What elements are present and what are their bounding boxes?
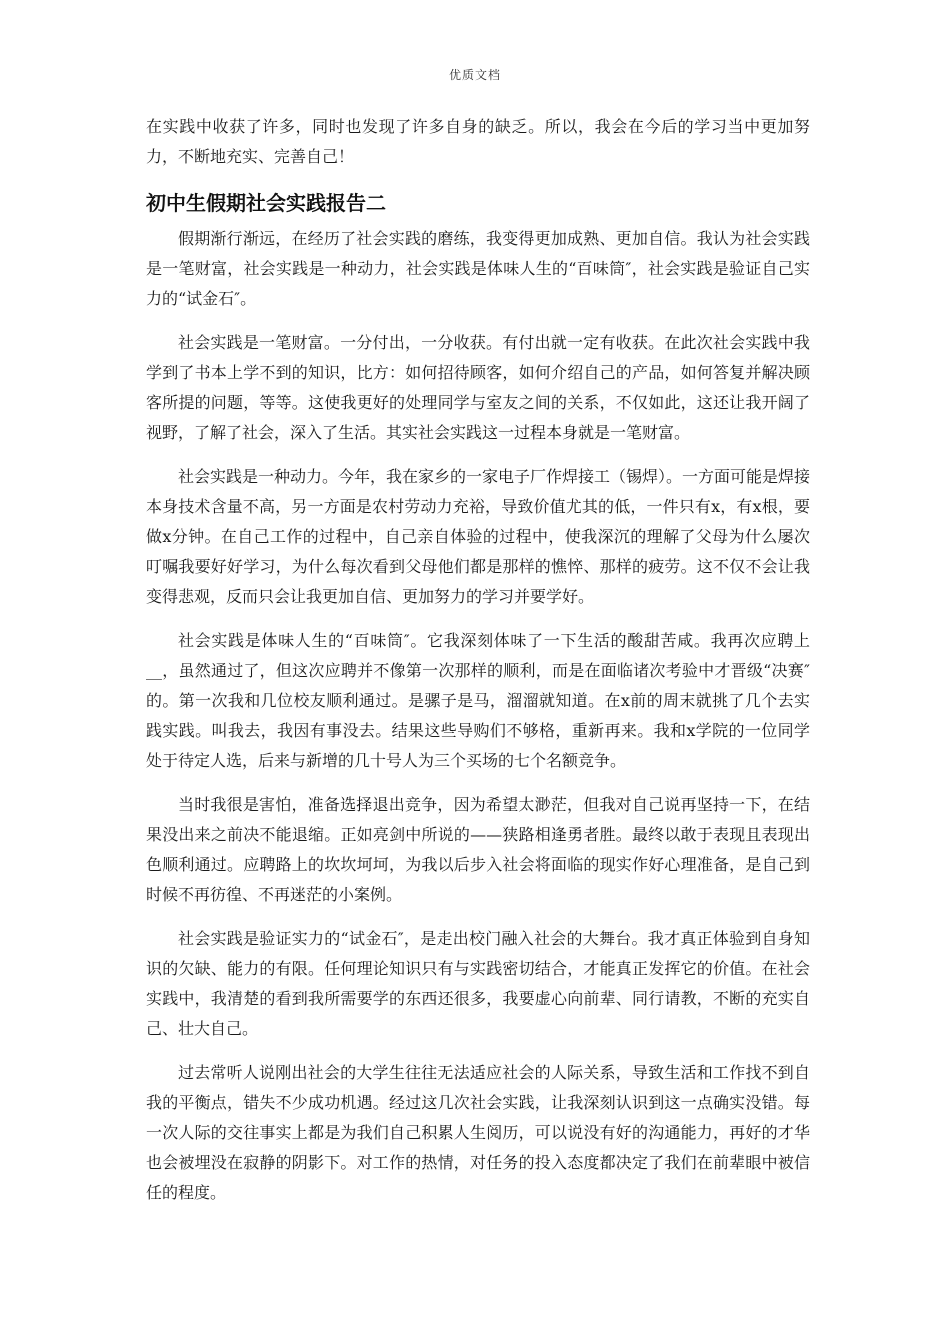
intro-paragraph: 在实践中收获了许多，同时也发现了许多自身的缺乏。所以，我会在今后的学习当中更加努力，不断地充实、完善自己！: [146, 117, 810, 166]
body-paragraph: 社会实践是验证实力的“试金石″，是走出校门融入社会的大舞台。我才真正体验到自身知识的欠缺、能力的有限。任何理论知识只有与实践密切结合，才能真正发挥它的价值。在社会实践中，我清楚的看到我所需要学的东西还很多，我要虚心向前辈、同行请教，不断的充实自己、壮大自己。: [146, 929, 810, 1038]
body-paragraph: 社会实践是一种动力。今年，我在家乡的一家电子厂作焊接工（锡焊）。一方面可能是焊接本身技术含量不高，另一方面是农村劳动力充裕，导致价值尤其的低，一件只有x，有x根，要做x分钟。在自己工作的过程中，自己亲自体验的过程中，使我深沉的理解了父母为什么屡次叮嘱我要好好学习，为什么每次看到父母他们都是那样的憔悴、那样的疲劳。这不仅不会让我变得悲观，反而只会让我更加自信、更加努力的学习并要学好。: [146, 467, 811, 606]
document-body: [146, 112, 810, 1222]
body-paragraph: 过去常听人说刚出社会的大学生往往无法适应社会的人际关系，导致生活和工作找不到自我的平衡点，错失不少成功机遇。经过这几次社会实践，让我深刻认识到这一点确实没错。每一次人际的交往事实上都是为我们自己积累人生阅历，可以说没有好的沟通能力，再好的才华也会被埋没在寂静的阴影下。对工作的热情，对任务的投入态度都决定了我们在前辈眼中被信任的程度。: [146, 1063, 810, 1202]
body-paragraph: 社会实践是一笔财富。一分付出，一分收获。有付出就一定有收获。在此次社会实践中我学到了书本上学不到的知识，比方：如何招待顾客，如何介绍自己的产品，如何答复并解决顾客所提的问题，等等。这使我更好的处理同学与室友之间的关系，不仅如此，这还让我开阔了视野，了解了社会，深入了生活。其实社会实践这一过程本身就是一笔财富。: [146, 333, 810, 442]
body-paragraph: 当时我很是害怕，准备选择退出竞争，因为希望太渺茫，但我对自己说再坚持一下，在结果没出来之前决不能退缩。正如亮剑中所说的——狭路相逢勇者胜。最终以敢于表现且表现出色顺利通过。应聘路上的坎坎坷坷，为我以后步入社会将面临的现实作好心理准备，是自己到时候不再彷徨、不再迷茫的小案例。: [146, 795, 810, 904]
section-title: 初中生假期社会实践报告二: [146, 191, 386, 215]
body-paragraph: 社会实践是体味人生的“百味筒″。它我深刻体味了一下生活的酸甜苦咸。我再次应聘上__，虽然通过了，但这次应聘并不像第一次那样的顺利，而是在面临诸次考验中才晋级“决赛″的。第一次我和几位校友顺利通过。是骡子是马，溜溜就知道。在x前的周末就挑了几个去实践实践。叫我去，我因有事没去。结果这些导购们不够格，重新再来。我和x学院的一位同学处于待定人选，后来与新增的几十号人为三个买场的七个名额竞争。: [146, 631, 810, 770]
body-paragraph: 假期渐行渐远，在经历了社会实践的磨练，我变得更加成熟、更加自信。我认为社会实践是一笔财富，社会实践是一种动力，社会实践是体味人生的“百味筒″，社会实践是验证自己实力的“试金石″。: [146, 229, 810, 308]
page-header: 优质文档: [448, 68, 501, 82]
